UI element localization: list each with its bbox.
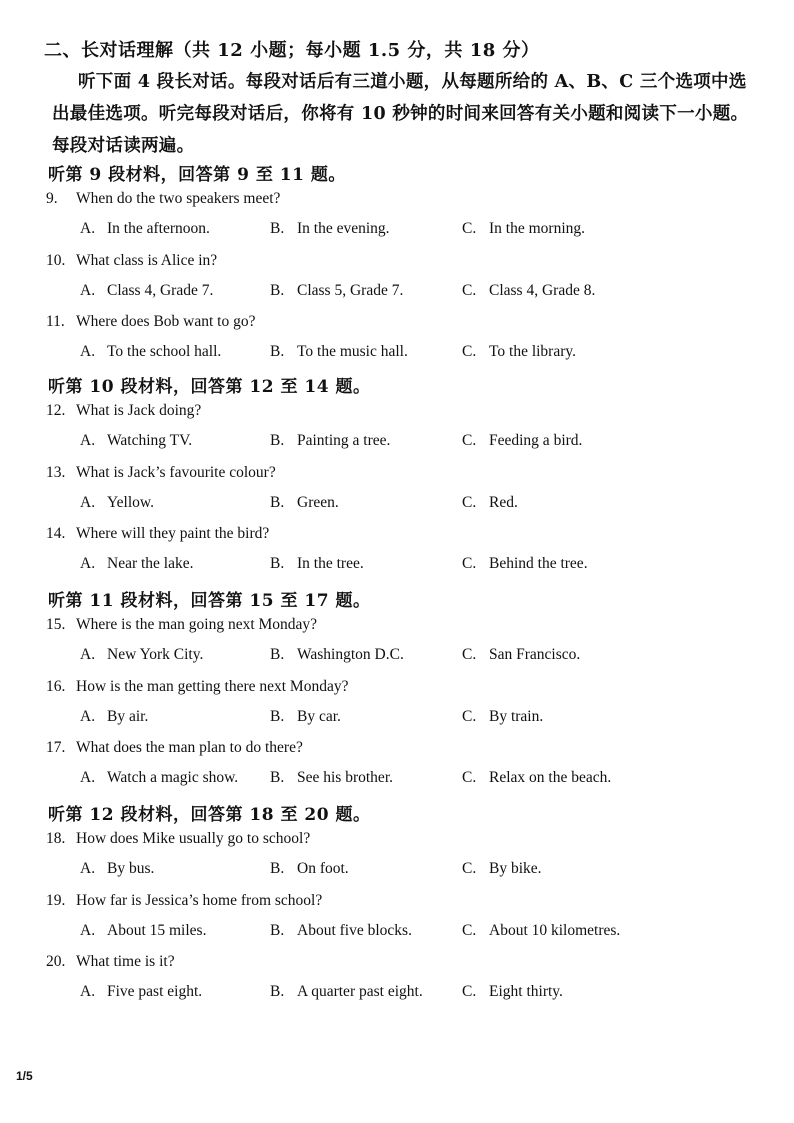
question-text: When do the two speakers meet? (76, 190, 281, 207)
option-letter: C. (462, 343, 477, 360)
option-text: Red. (489, 493, 518, 511)
option-text: By bike. (489, 860, 542, 877)
option-text: Near the lake. (107, 555, 194, 572)
answer-option (80, 343, 221, 361)
answer-option (462, 646, 580, 664)
answer-option (462, 220, 585, 238)
option-letter: A. (80, 343, 96, 360)
question-line (46, 616, 317, 634)
option-letter: A. (80, 860, 96, 877)
option-text: Feeding a bird. (489, 432, 583, 449)
answer-option (270, 494, 339, 512)
part-heading: 听第 11 段材料，回答第 15 至 17 题。 (48, 591, 371, 611)
question-line (46, 892, 322, 910)
answer-option (80, 282, 213, 300)
option-text: Five past eight. (107, 983, 203, 1000)
answer-option (462, 494, 518, 512)
answer-option (80, 432, 192, 450)
option-text: A quarter past eight. (297, 983, 423, 1000)
question-number: 20. (46, 953, 66, 970)
answer-option (462, 708, 543, 726)
option-text: By air. (107, 707, 149, 725)
question-number: 14. (46, 525, 66, 542)
question-number: 13. (46, 463, 66, 481)
option-letter: A. (80, 493, 96, 511)
option-letter: A. (80, 707, 96, 725)
option-letter: B. (270, 493, 285, 511)
option-letter: A. (80, 921, 96, 939)
page-number: 1/5 (16, 1069, 33, 1083)
option-text: On foot. (297, 860, 349, 877)
option-text: Washington D.C. (297, 646, 404, 663)
question-text: Where will they paint the bird? (76, 525, 270, 542)
answer-option (270, 922, 412, 940)
option-letter: C. (462, 555, 477, 572)
option-letter: B. (270, 432, 285, 449)
answer-option (462, 282, 595, 300)
option-letter: A. (80, 432, 96, 449)
option-text: By train. (489, 707, 544, 725)
question-line (46, 402, 201, 420)
question-text: What time is it? (76, 953, 175, 970)
option-letter: A. (80, 281, 96, 299)
section-title: 二、长对话理解（共 12 小题；每小题 1.5 分，共 18 分） (44, 40, 540, 61)
answer-option (462, 555, 588, 573)
option-text: Painting a tree. (297, 432, 391, 449)
question-number: 17. (46, 739, 66, 756)
option-letter: A. (80, 646, 96, 663)
option-letter: B. (270, 769, 285, 786)
question-text: What class is Alice in? (76, 251, 218, 269)
answer-option (80, 769, 238, 787)
answer-option (80, 494, 154, 512)
part-heading: 听第 10 段材料，回答第 12 至 14 题。 (48, 377, 371, 397)
option-text: Green. (297, 493, 339, 511)
option-letter: A. (80, 555, 96, 572)
option-letter: C. (462, 860, 477, 877)
option-text: Eight thirty. (489, 983, 563, 1000)
option-text: By bus. (107, 860, 155, 877)
option-letter: B. (270, 555, 285, 572)
question-number: 19. (46, 891, 66, 909)
question-text: How is the man getting there next Monday? (76, 677, 349, 695)
question-line (46, 830, 310, 848)
answer-option (270, 432, 390, 450)
question-line (46, 464, 276, 482)
answer-option (462, 922, 620, 940)
question-line (46, 739, 303, 757)
answer-option (80, 708, 148, 726)
option-letter: C. (462, 983, 477, 1000)
option-letter: B. (270, 921, 285, 939)
question-number: 9. (46, 190, 58, 207)
option-text: About five blocks. (297, 921, 412, 939)
answer-option (270, 708, 341, 726)
option-text: To the music hall. (297, 343, 408, 360)
question-number: 16. (46, 677, 66, 695)
question-text: Where is the man going next Monday? (76, 616, 318, 633)
option-letter: B. (270, 646, 285, 663)
option-text: Watching TV. (107, 432, 193, 449)
option-letter: A. (80, 220, 96, 237)
question-line (46, 678, 348, 696)
answer-option (462, 860, 542, 878)
option-letter: C. (462, 707, 477, 725)
option-letter: B. (270, 220, 285, 237)
question-number: 12. (46, 402, 66, 419)
answer-option (462, 432, 582, 450)
option-letter: B. (270, 860, 285, 877)
answer-option (462, 769, 611, 787)
option-text: Class 5, Grade 7. (297, 281, 404, 299)
answer-option (462, 343, 576, 361)
option-letter: A. (80, 769, 96, 786)
part-heading: 听第 9 段材料，回答第 9 至 11 题。 (48, 165, 346, 185)
answer-option (80, 220, 210, 238)
answer-option (80, 555, 194, 573)
section-instructions: 听下面 4 段长对话。每段对话后有三道小题，从每题所给的 A、B、C 三个选项中选出最佳选项。听完每段对话后，你将有 10 秒钟的时间来回答有关小题和阅读下一小题。每段对话读两遍。 (52, 72, 749, 156)
answer-option (270, 983, 423, 1001)
question-line (46, 190, 280, 208)
question-text: How does Mike usually go to school? (76, 830, 311, 847)
option-letter: B. (270, 983, 285, 1000)
option-text: In the morning. (489, 220, 585, 237)
option-text: In the afternoon. (107, 220, 210, 237)
option-text: About 15 miles. (107, 921, 207, 939)
question-line (46, 252, 217, 270)
question-line (46, 525, 269, 543)
option-text: Relax on the beach. (489, 769, 612, 786)
answer-option (80, 922, 206, 940)
option-text: New York City. (107, 646, 204, 663)
option-text: In the tree. (297, 555, 364, 572)
question-text: What is Jack doing? (76, 402, 202, 419)
question-text: Where does Bob want to go? (76, 313, 256, 330)
question-text: What does the man plan to do there? (76, 739, 303, 756)
option-text: San Francisco. (489, 646, 581, 663)
answer-option (80, 860, 154, 878)
option-text: See his brother. (297, 769, 393, 786)
answer-option (270, 769, 393, 787)
option-letter: B. (270, 281, 285, 299)
option-text: About 10 kilometres. (489, 921, 621, 939)
option-text: To the library. (489, 343, 577, 360)
answer-option (462, 983, 563, 1001)
part-heading: 听第 12 段材料，回答第 18 至 20 题。 (48, 805, 371, 825)
question-text: What is Jack’s favourite colour? (76, 463, 276, 481)
question-text: How far is Jessica’s home from school? (76, 891, 323, 909)
option-text: To the school hall. (107, 343, 222, 360)
question-line (46, 313, 256, 331)
question-number: 15. (46, 616, 66, 633)
option-letter: C. (462, 646, 477, 663)
option-text: Behind the tree. (489, 555, 588, 572)
answer-option (270, 282, 403, 300)
option-text: Watch a magic show. (107, 769, 239, 786)
option-letter: C. (462, 921, 477, 939)
answer-option (270, 860, 349, 878)
option-letter: C. (462, 432, 477, 449)
answer-option (80, 646, 203, 664)
option-letter: B. (270, 343, 285, 360)
answer-option (270, 646, 404, 664)
option-text: By car. (297, 707, 341, 725)
option-letter: C. (462, 493, 477, 511)
answer-option (270, 555, 364, 573)
answer-option (80, 983, 202, 1001)
option-letter: C. (462, 281, 477, 299)
option-letter: C. (462, 220, 477, 237)
question-line (46, 953, 175, 971)
option-text: Yellow. (107, 493, 154, 511)
option-text: Class 4, Grade 7. (107, 281, 214, 299)
option-text: Class 4, Grade 8. (489, 281, 596, 299)
answer-option (270, 220, 390, 238)
option-letter: C. (462, 769, 477, 786)
question-number: 10. (46, 251, 66, 269)
question-number: 18. (46, 830, 66, 847)
option-letter: B. (270, 707, 285, 725)
answer-option (270, 343, 408, 361)
question-number: 11. (46, 313, 65, 330)
option-letter: A. (80, 983, 96, 1000)
option-text: In the evening. (297, 220, 390, 237)
